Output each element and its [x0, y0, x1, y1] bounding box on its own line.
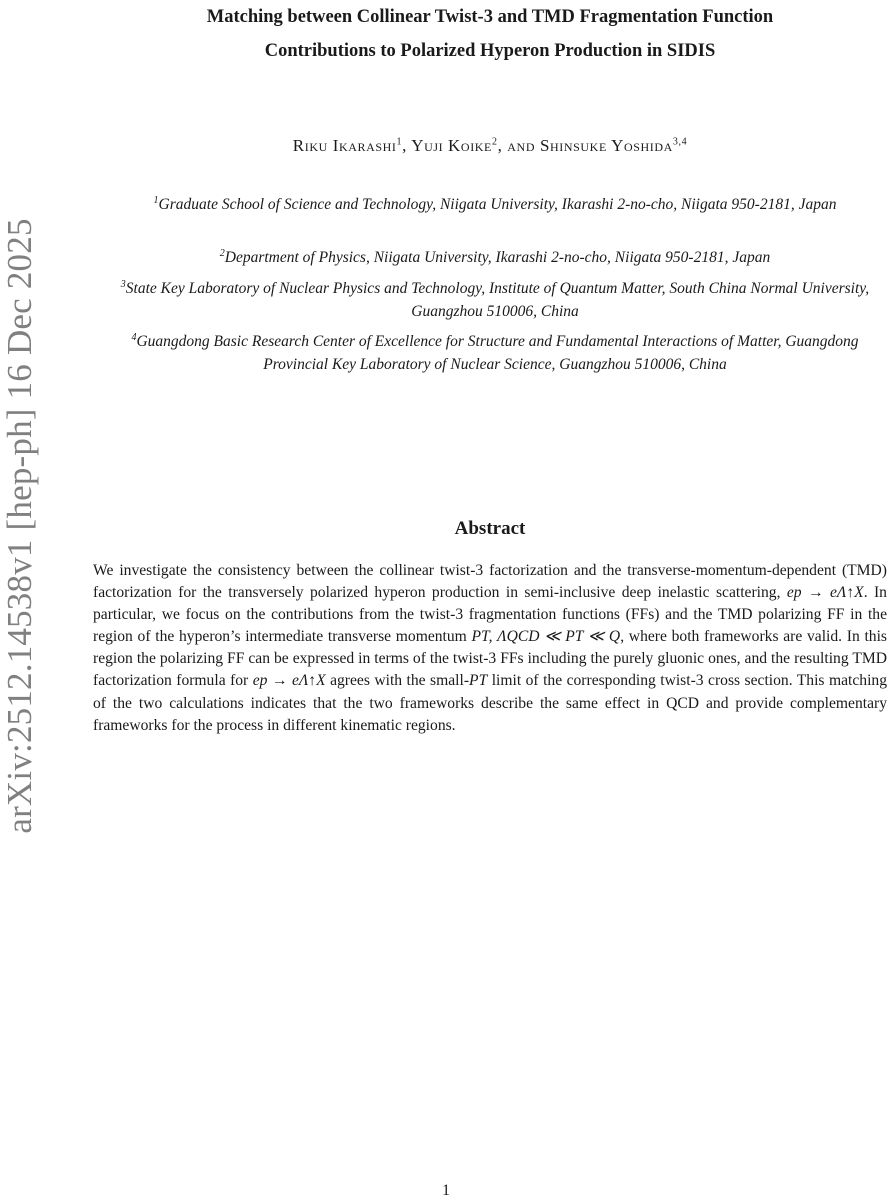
author-list [100, 136, 880, 156]
affiliation-4 [100, 330, 890, 376]
math-transverse-momentum: PT [469, 672, 488, 690]
author-name: Riku Ikarashi [292, 136, 397, 155]
affiliation-mark: 1 [153, 194, 159, 206]
affiliation-mark: 2 [219, 247, 225, 259]
affiliation-text: State Key Laboratory of Nuclear Physics and Technology, Institute of Quantum Matter, South China Normal University, Guangzhou 510006, China [125, 280, 870, 320]
abstract-heading: Abstract [454, 518, 526, 539]
affiliation-mark: 4 [131, 331, 137, 343]
affiliation-mark: 3 [120, 278, 126, 290]
abstract-text: limit of the corresponding twist-3 cross section. This matching of the two calculations indicates that the two frameworks describe the same effect in QCD and provide complementary frameworks for the process in different kinematic regions. [93, 672, 887, 734]
affiliation-2 [100, 246, 890, 269]
abstract-text: . In particular, we focus on the contributions from the twist-3 fragmentation functions (FFs) and the TMD polarizing FF in the region of the hyperon’s intermediate transverse momentum [93, 584, 887, 646]
abstract-text: agrees with the small- [325, 672, 470, 690]
author-separator: , [402, 136, 412, 155]
math-process: ep → eΛ↑X [786, 584, 864, 602]
author-affiliation-mark: 3,4 [672, 136, 688, 148]
author-name: Shinsuke Yoshida [539, 136, 673, 155]
affiliation-text: Guangdong Basic Research Center of Excellence for Structure and Fundamental Interactions of Matter, Guangdong Provincial Key Laboratory of Nuclear Science, Guangzhou 510006, China [136, 333, 859, 373]
abstract-text: , where both frameworks are valid. In this region the polarizing FF can be expressed in terms of the twist-3 FFs including the purely gluonic ones, and the resulting TMD factorization formula for [93, 628, 887, 690]
abstract-body [93, 560, 887, 737]
math-kinematic-region: PT, ΛQCD ≪ PT ≪ Q [471, 628, 621, 646]
author-affiliation-mark: 1 [396, 136, 403, 148]
math-process: ep → eΛ↑X [252, 672, 326, 690]
author-name: Yuji Koike [411, 136, 492, 155]
title-line-2: Contributions to Polarized Hyperon Production in SIDIS [264, 41, 716, 61]
affiliation-1 [100, 193, 890, 216]
affiliation-text: Graduate School of Science and Technology, Niigata University, Ikarashi 2-no-cho, Niigata 950-2181, Japan [158, 196, 837, 213]
title-line-1: Matching between Collinear Twist-3 and TMD Fragmentation Function [206, 7, 774, 27]
affiliation-text: Department of Physics, Niigata University, Ikarashi 2-no-cho, Niigata 950-2181, Japan [224, 249, 771, 266]
abstract-text: We investigate the consistency between the collinear twist-3 factorization and the transverse-momentum-dependent (TMD) factorization for the transversely polarized hyperon production in semi-inclusive deep inelastic scattering, [93, 562, 887, 602]
paper-title [100, 0, 880, 68]
page-number: 1 [442, 1182, 450, 1199]
author-separator: , and [497, 136, 540, 155]
affiliation-3 [100, 277, 890, 323]
author-affiliation-mark: 2 [491, 136, 498, 148]
arxiv-identifier-stamp: arXiv:2512.14538v1 [hep-ph] 16 Dec 2025 [0, 218, 39, 834]
